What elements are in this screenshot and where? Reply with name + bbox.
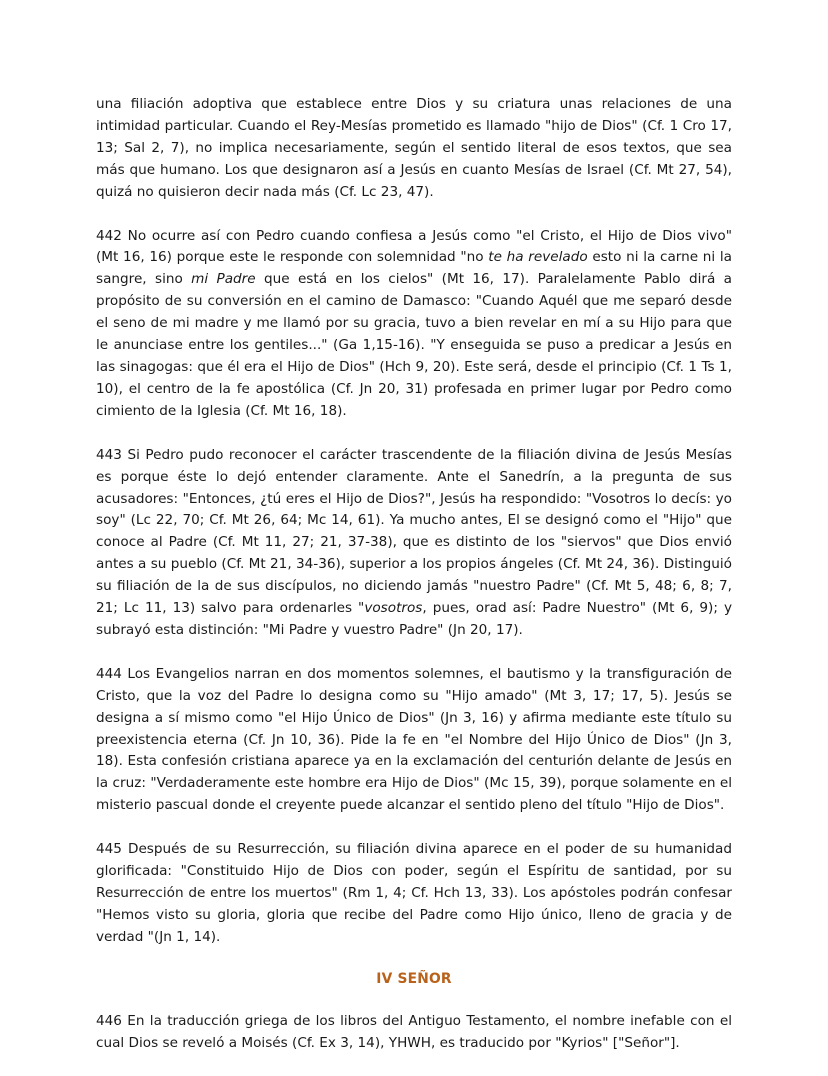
text-segment: esto ni la carne ni la sangre, sino — [96, 249, 732, 288]
text-segment: 445 Después de su Resurrección, su filiación divina aparece en el poder de su humanidad glorificada: "Constituido Hijo de Dios con poder, según el Espíritu de santidad, por su Resurrección de entre los muertos" (Rm 1, 4; Cf. Hch 13, 33). Los apóstoles podrán confesar "Hemos visto su gloria, gloria que recibe del Padre como Hijo único, lleno de gracia y de verdad "(Jn 1, 14). — [96, 841, 732, 945]
text-segment: 444 Los Evangelios narran en dos momentos solemnes, el bautismo y la transfiguración de Cristo, que la voz del Padre lo designa como su "Hijo amado" (Mt 3, 17; 17, 5). Jesús se designa a sí mismo como "el Hijo Único de Dios" (Jn 3, 16) y afirma mediante este título su preexistencia eterna (Cf. Jn 10, 36). Pide la fe en "el Nombre del Hijo Único de Dios" (Jn 3, 18). Esta confesión cristiana aparece ya en la exclamación del centurión delante de Jesús en la cruz: "Verdaderamente este hombre era Hijo de Dios" (Mc 15, 39), porque solamente en el misterio pascual donde el creyente puede alcanzar el sentido pleno del título "Hijo de Dios". — [96, 665, 732, 814]
paragraph-442 — [96, 226, 732, 423]
paragraph-continuation — [96, 94, 732, 204]
paragraph-445 — [96, 839, 732, 949]
paragraph-443 — [96, 445, 732, 642]
italic-text-segment: te ha revelado — [488, 249, 588, 266]
text-segment: que está en los cielos" (Mt 16, 17). Paralelamente Pablo dirá a propósito de su conversión en el camino de Damasco: "Cuando Aquél que me separó desde el seno de mi madre y me llamó por su gracia, tuvo a bien revelar en mí a su Hijo para que le anunciase entre los gentiles..." (Ga 1,15-16). "Y enseguida se puso a predicar a Jesús en las sinagogas: que él era el Hijo de Dios" (Hch 9, 20). Este será, desde el principio (Cf. 1 Ts 1, 10), el centro de la fe apostólica (Cf. Jn 20, 31) profesada en primer lugar por Pedro como cimiento de la Iglesia (Cf. Mt 16, 18). — [96, 271, 732, 419]
italic-text-segment: vosotros — [364, 600, 423, 617]
paragraph-446: 446 En la traducción griega de los libros del Antiguo Testamento, el nombre inefable con el cual Dios se reveló a Moisés (Cf. Ex 3, 14), YHWH, es traducido por "Kyrios" ["Señor"]. — [96, 1012, 732, 1051]
text-segment: , pues, orad así: Padre Nuestro" (Mt 6, 9); y subrayó esta distinción: "Mi Padre y vuestro Padre" (Jn 20, 17). — [96, 600, 732, 638]
section-heading: IV SEÑOR — [376, 970, 452, 987]
paragraph-444 — [96, 664, 732, 817]
text-segment: 443 Si Pedro pudo reconocer el carácter trascendente de la filiación divina de Jesús Mesías es porque éste lo dejó entender claramente. Ante el Sanedrín, a la pregunta de sus acusadores: "Entonces, ¿tú eres el Hijo de Dios?", Jesús ha respondido: "Vosotros lo decís: yo soy" (Lc 22, 70; Cf. Mt 26, 64; Mc 14, 61). Ya mucho antes, El se designó como el "Hijo" que conoce al Padre (Cf. Mt 11, 27; 21, 37-38), que es distinto de los "siervos" que Dios envió antes a su pueblo (Cf. Mt 21, 34-36), superior a los propios ángeles (Cf. Mt 24, 36). Distinguió su filiación de la de sus discípulos, no diciendo jamás "nuestro Padre" (Cf. Mt 5, 48; 6, 8; 7, 21; Lc 11, 13) salvo para ordenarles " — [96, 446, 732, 617]
text-segment: 442 No ocurre así con Pedro cuando confiesa a Jesús como "el Cristo, el Hijo de Dios vivo" (Mt 16, 16) porque este le responde con solemnidad "no — [96, 227, 732, 266]
text-segment: una filiación adoptiva que establece entre Dios y su criatura unas relaciones de una intimidad particular. Cuando el Rey-Mesías prometido es llamado "hijo de Dios" (Cf. 1 Cro 17, 13; Sal 2, 7), no implica necesariamente, según el sentido literal de esos textos, que sea más que humano. Los que designaron así a Jesús en cuanto Mesías de Israel (Cf. Mt 27, 54), quizá no quisieron decir nada más (Cf. Lc 23, 47). — [96, 96, 732, 200]
document-page — [96, 94, 732, 1076]
italic-text-segment: mi Padre — [191, 271, 256, 288]
